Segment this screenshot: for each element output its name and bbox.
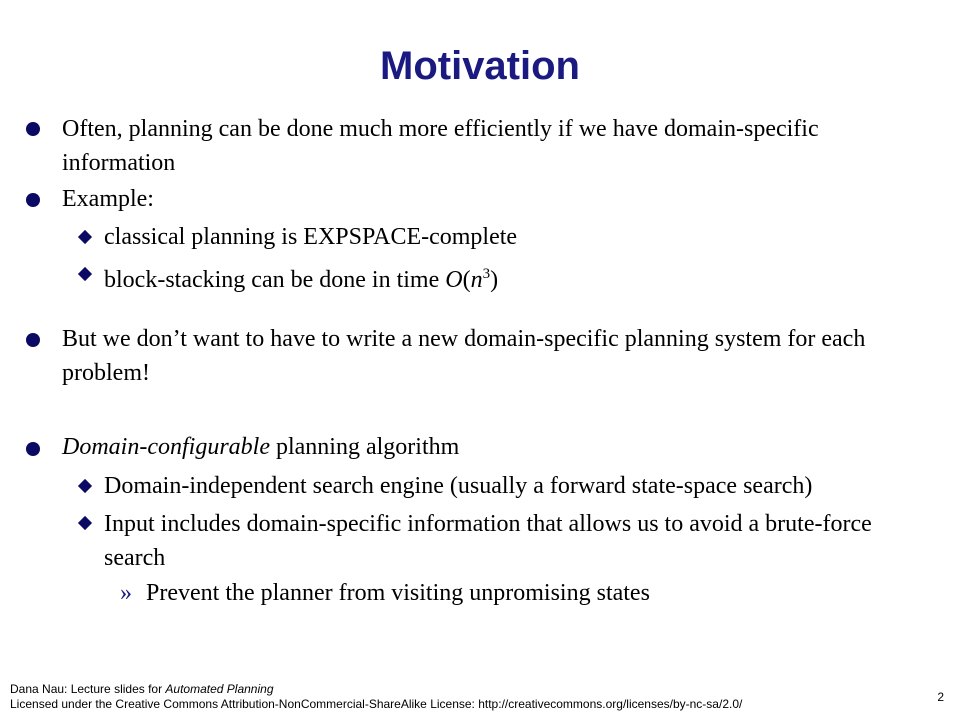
bullet-dot-icon <box>26 333 40 347</box>
page-number: 2 <box>937 690 944 704</box>
superscript: 3 <box>482 266 491 282</box>
footer-book-title: Automated Planning <box>165 682 274 696</box>
text-segment: ) <box>490 267 499 293</box>
italic-segment: Domain-configurable <box>62 434 270 460</box>
text-segment: ( <box>462 267 471 293</box>
bullet-text: Often, planning can be done much more efficiently if we have domain-specific information <box>62 116 819 176</box>
bullet-text <box>62 430 912 464</box>
math-variable: n <box>470 267 483 293</box>
text-segment: planning algorithm <box>269 434 460 460</box>
text-segment: block-stacking can be done in time <box>104 267 446 293</box>
sub-bullet-diamond-icon <box>78 267 92 281</box>
footer-license: Licensed under the Creative Commons Attribution-NonCommercial-ShareAlike License: http://creativecommons.org/licenses/by-nc-sa/2.0/ <box>10 697 743 711</box>
bullet-text: But we don’t want to have to write a new domain-specific planning system for each problem! <box>62 326 866 386</box>
sub-bullet-diamond-icon <box>78 516 92 530</box>
bullet-dot-icon <box>26 122 40 136</box>
sub-sub-bullet-text: Prevent the planner from visiting unpromising states <box>146 580 650 606</box>
footer-line-1 <box>10 682 742 697</box>
bullet-dot-icon <box>26 193 40 207</box>
sub-sub-bullet-marker: » <box>120 580 132 606</box>
slide-footer <box>10 682 742 712</box>
bullet-text: Example: <box>62 186 154 212</box>
math-variable: O <box>445 267 463 293</box>
sub-bullet-text: classical planning is EXPSPACE-complete <box>104 224 518 250</box>
slide-title: Motivation <box>380 44 580 88</box>
sub-bullet-text: Domain-independent search engine (usually a forward state-space search) <box>104 473 813 499</box>
footer-text: Dana Nau: Lecture slides for <box>10 682 166 696</box>
sub-bullet-text <box>104 257 912 297</box>
sub-bullet-diamond-icon <box>78 479 92 493</box>
bullet-dot-icon <box>26 442 40 456</box>
sub-bullet-diamond-icon <box>78 230 92 244</box>
sub-bullet-text: Input includes domain-specific information that allows us to avoid a brute-force search <box>104 511 872 571</box>
